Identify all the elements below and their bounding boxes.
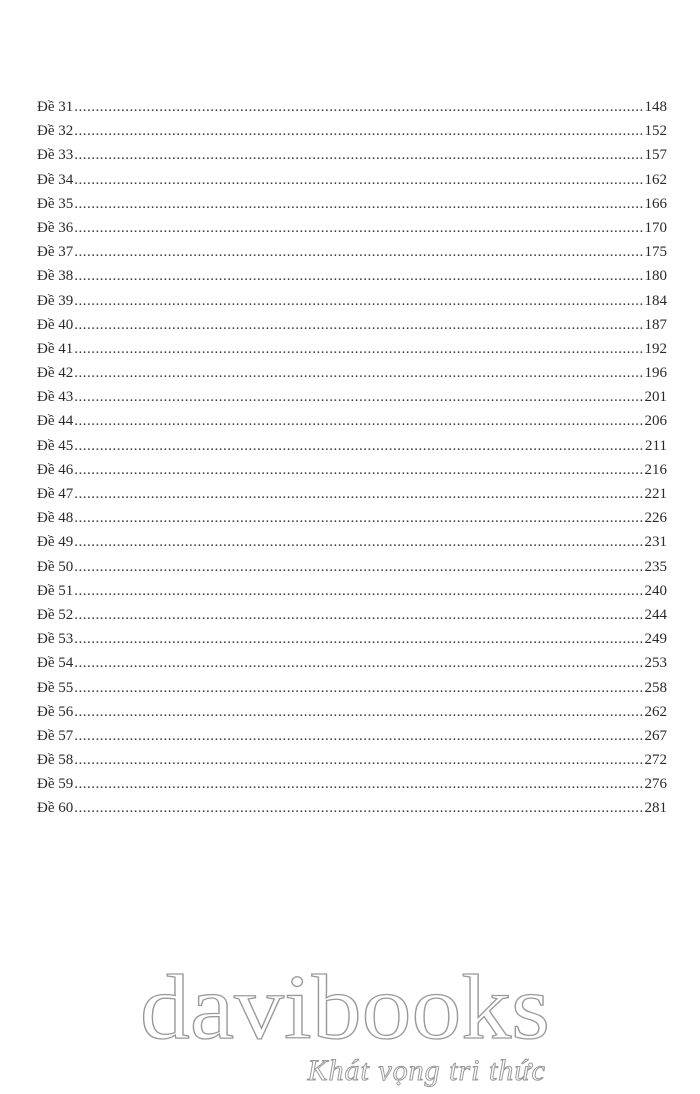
toc-entry-page-number: 196 (644, 365, 667, 382)
toc-entry-page-number: 175 (644, 244, 667, 261)
toc-entry-page-number: 201 (644, 389, 667, 406)
toc-entry (37, 385, 667, 409)
toc-dot-leader (74, 361, 643, 385)
toc-entry-label: Đề 36 (37, 219, 74, 236)
toc-entry-page-number: 267 (644, 727, 667, 744)
toc-dot-leader (74, 772, 643, 796)
toc-entry-page-number: 276 (644, 776, 667, 793)
toc-entry-label: Đề 34 (37, 171, 74, 188)
toc-entry (37, 143, 667, 167)
toc-dot-leader (74, 95, 643, 119)
toc-entry (37, 361, 667, 385)
toc-entry-label: Đề 38 (37, 268, 74, 285)
toc-entry-label: Đề 50 (37, 558, 74, 575)
toc-dot-leader (74, 482, 643, 506)
toc-entry-page-number: 157 (644, 147, 667, 164)
toc-entry-label: Đề 59 (37, 776, 74, 793)
toc-dot-leader (74, 216, 643, 240)
toc-dot-leader (74, 409, 643, 433)
toc-dot-leader (74, 434, 644, 458)
toc-entry (37, 458, 667, 482)
toc-dot-leader (74, 192, 643, 216)
toc-dot-leader (74, 168, 643, 192)
toc-entry (37, 434, 667, 458)
toc-dot-leader (74, 143, 643, 167)
table-of-contents (37, 95, 667, 821)
toc-entry-label: Đề 55 (37, 679, 74, 696)
toc-entry (37, 555, 667, 579)
toc-entry (37, 796, 667, 820)
toc-entry-page-number: 184 (644, 292, 667, 309)
toc-entry-label: Đề 39 (37, 292, 74, 309)
toc-entry-label: Đề 44 (37, 413, 74, 430)
toc-entry-label: Đề 42 (37, 365, 74, 382)
toc-entry-page-number: 281 (644, 800, 667, 817)
watermark-tagline: Khát vọng tri thức (307, 1054, 546, 1087)
toc-entry (37, 506, 667, 530)
toc-entry (37, 676, 667, 700)
toc-dot-leader (74, 748, 643, 772)
toc-entry (37, 530, 667, 554)
toc-entry-page-number: 244 (644, 606, 667, 623)
toc-dot-leader (74, 313, 643, 337)
toc-dot-leader (74, 337, 643, 361)
toc-entry-label: Đề 54 (37, 655, 74, 672)
toc-entry (37, 313, 667, 337)
toc-entry-page-number: 152 (644, 123, 667, 140)
toc-entry (37, 627, 667, 651)
toc-dot-leader (74, 530, 643, 554)
toc-entry-label: Đề 32 (37, 123, 74, 140)
toc-entry-label: Đề 60 (37, 800, 74, 817)
toc-dot-leader (74, 724, 643, 748)
toc-entry-page-number: 258 (644, 679, 667, 696)
toc-dot-leader (74, 603, 643, 627)
toc-entry (37, 264, 667, 288)
toc-entry-page-number: 180 (644, 268, 667, 285)
toc-entry-page-number: 262 (644, 703, 667, 720)
toc-entry-label: Đề 58 (37, 752, 74, 769)
toc-entry-page-number: 166 (644, 195, 667, 212)
toc-dot-leader (74, 119, 643, 143)
toc-dot-leader (74, 506, 643, 530)
toc-dot-leader (74, 458, 643, 482)
toc-entry-label: Đề 49 (37, 534, 74, 551)
toc-entry-page-number: 206 (644, 413, 667, 430)
davibooks-watermark (140, 960, 560, 1090)
toc-entry (37, 119, 667, 143)
toc-entry-page-number: 187 (644, 316, 667, 333)
toc-entry-label: Đề 41 (37, 340, 74, 357)
toc-entry (37, 240, 667, 264)
toc-entry-page-number: 240 (644, 582, 667, 599)
toc-dot-leader (74, 264, 643, 288)
toc-dot-leader (74, 796, 643, 820)
toc-entry-label: Đề 40 (37, 316, 74, 333)
toc-entry-label: Đề 31 (37, 99, 74, 115)
toc-entry (37, 192, 667, 216)
toc-entry-page-number: 221 (644, 486, 667, 502)
toc-entry (37, 603, 667, 627)
toc-entry-label: Đề 33 (37, 147, 74, 164)
toc-entry-page-number: 162 (644, 171, 667, 188)
toc-entry-label: Đề 53 (37, 631, 74, 648)
toc-entry-label: Đề 51 (37, 582, 74, 599)
toc-dot-leader (74, 555, 643, 579)
toc-dot-leader (74, 700, 643, 724)
toc-entry-label: Đề 37 (37, 244, 74, 261)
toc-entry (37, 724, 667, 748)
toc-entry (37, 95, 667, 119)
toc-entry-page-number: 253 (644, 655, 667, 672)
toc-entry (37, 337, 667, 361)
toc-dot-leader (74, 240, 643, 264)
toc-dot-leader (74, 289, 643, 313)
toc-dot-leader (74, 579, 643, 603)
toc-entry-page-number: 272 (644, 752, 667, 769)
toc-dot-leader (74, 385, 643, 409)
toc-dot-leader (74, 651, 643, 675)
watermark-brand: davibooks (140, 960, 550, 1058)
toc-entry (37, 289, 667, 313)
toc-entry-label: Đề 35 (37, 195, 74, 212)
toc-entry (37, 579, 667, 603)
toc-entry (37, 700, 667, 724)
toc-entry-label: Đề 47 (37, 486, 74, 502)
toc-entry-page-number: 216 (644, 461, 667, 478)
toc-entry-label: Đề 43 (37, 389, 74, 406)
toc-entry-page-number: 226 (644, 510, 667, 527)
toc-entry (37, 651, 667, 675)
toc-entry (37, 409, 667, 433)
toc-entry-page-number: 249 (644, 631, 667, 648)
toc-entry-page-number: 211 (645, 437, 667, 454)
toc-entry-page-number: 148 (644, 99, 667, 115)
toc-entry-page-number: 235 (644, 558, 667, 575)
toc-entry-label: Đề 46 (37, 461, 74, 478)
toc-entry-label: Đề 57 (37, 727, 74, 744)
toc-entry-label: Đề 52 (37, 606, 74, 623)
toc-entry (37, 748, 667, 772)
toc-entry-label: Đề 56 (37, 703, 74, 720)
toc-dot-leader (74, 676, 643, 700)
toc-entry-page-number: 192 (644, 340, 667, 357)
toc-entry (37, 772, 667, 796)
toc-entry-page-number: 170 (644, 219, 667, 236)
toc-entry (37, 482, 667, 506)
toc-entry (37, 216, 667, 240)
toc-entry-label: Đề 45 (37, 437, 74, 454)
toc-entry (37, 168, 667, 192)
toc-entry-label: Đề 48 (37, 510, 74, 527)
toc-dot-leader (74, 627, 643, 651)
toc-entry-page-number: 231 (644, 534, 667, 551)
